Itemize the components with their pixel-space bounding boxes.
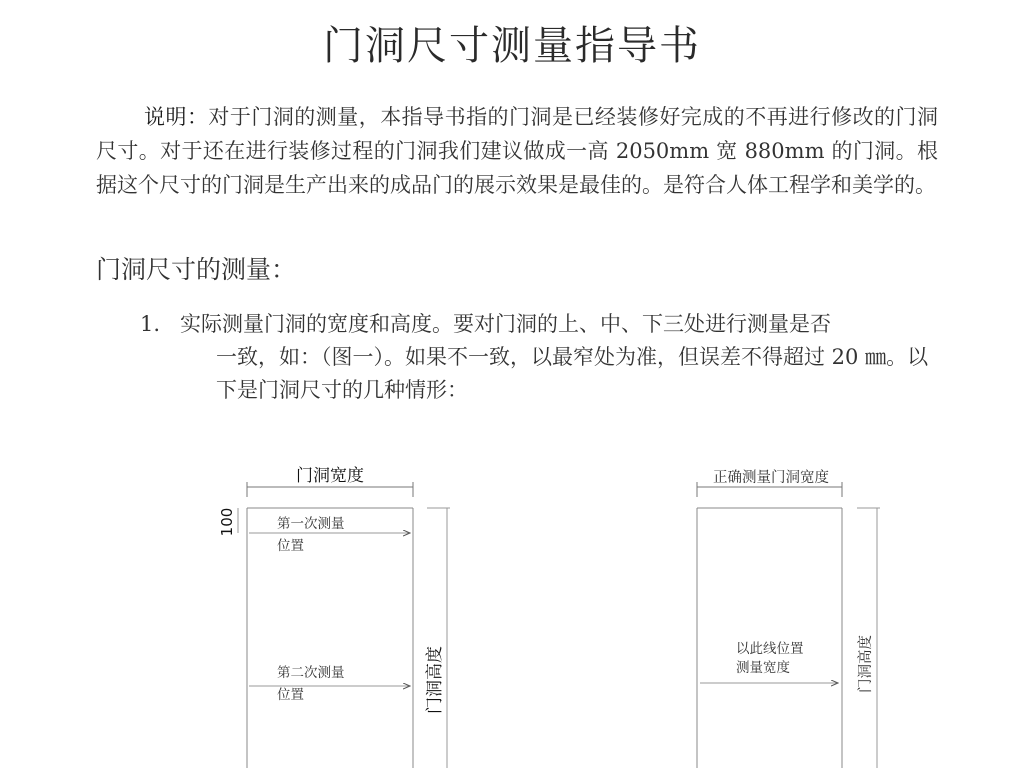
intro-text: 对于门洞的测量，本指导书指的门洞是已经装修好完成的不再进行修改的门洞尺寸。对于还在进行装修过程的门洞我们建议做成一高 2050mm 宽 880mm 的门洞。根据这个尺寸的门洞是生产出来的成品门的展示效果是最佳的。是符合人体工程学和美学的。	[96, 105, 939, 197]
width-label: 门洞宽度	[296, 466, 364, 486]
second-position-label-2: 位置	[277, 687, 304, 703]
height-label: 门洞高度	[425, 646, 445, 714]
second-position-label-1: 第二次测量	[277, 665, 345, 681]
right-door-diagram	[697, 468, 880, 768]
correct-width-label: 正确测量门洞宽度	[713, 470, 829, 486]
intro-lead: 说明：	[144, 105, 209, 129]
first-position-label-2: 位置	[277, 538, 304, 554]
note-label-1: 以此线位置	[736, 641, 804, 657]
first-position-label-1: 第一次测量	[277, 516, 345, 532]
left-door-diagram	[218, 466, 450, 768]
document-title: 门洞尺寸测量指导书	[323, 23, 701, 69]
offset-label: 100	[218, 507, 236, 537]
height-label: 门洞高度	[858, 635, 874, 693]
note-label-2: 测量宽度	[736, 660, 790, 676]
section-title: 门洞尺寸的测量：	[96, 255, 297, 284]
list-item-number: 1.	[140, 312, 161, 336]
list-item-first-line: 实际测量门洞的宽度和高度。要对门洞的上、中、下三处进行测量是否	[180, 312, 831, 336]
list-item-continuation: 一致，如：（图一）。如果不一致，以最窄处为准，但误差不得超过 20 ㎜。以下是门洞尺寸的几种情形：	[216, 345, 929, 402]
